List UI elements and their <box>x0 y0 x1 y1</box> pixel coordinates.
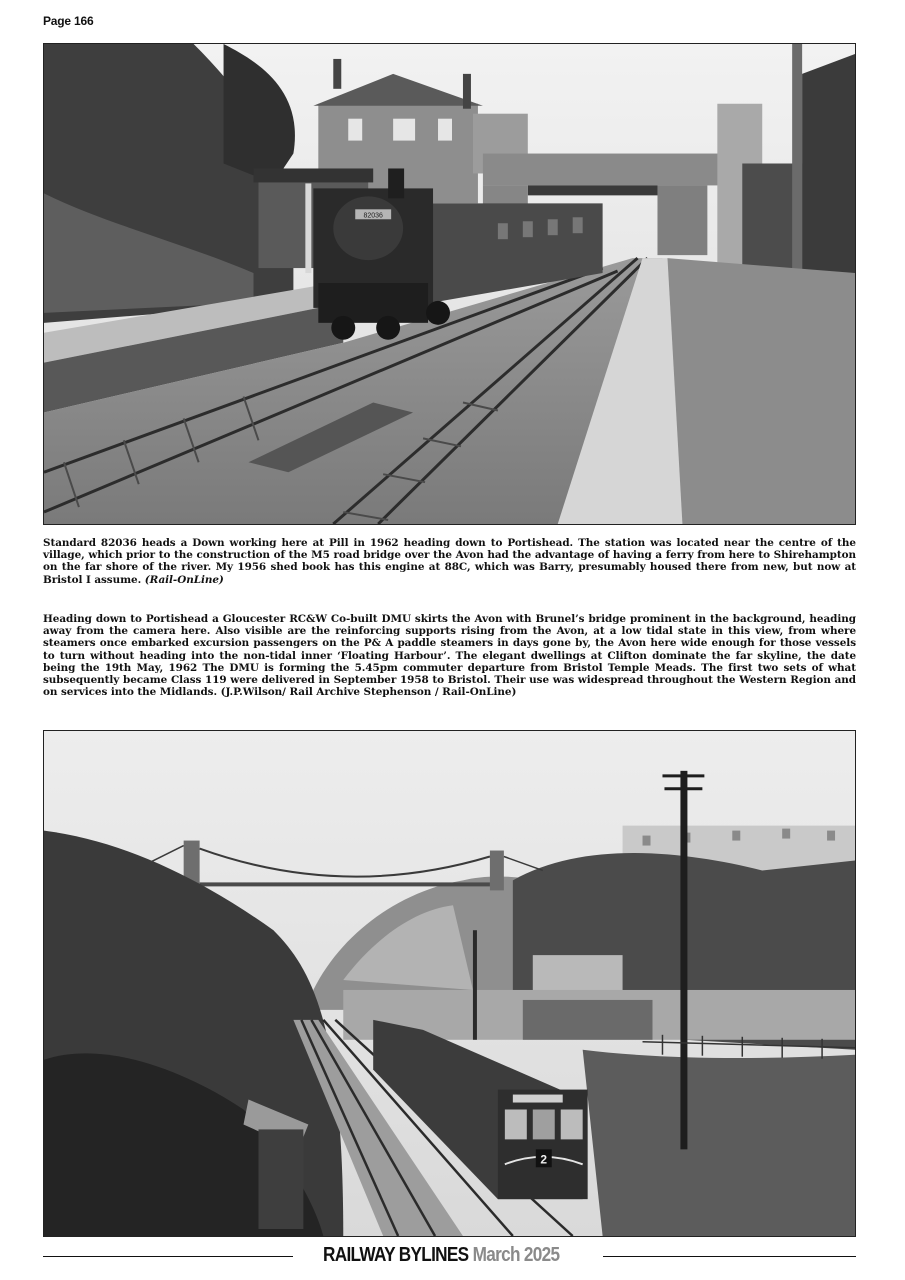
footer-rule-right <box>603 1256 856 1257</box>
caption-pill-station <box>43 537 856 586</box>
magazine-name: RAILWAY BYLINES <box>323 1244 469 1266</box>
photo-credit: (Rail-OnLine) <box>144 573 224 586</box>
footer-rule-left <box>43 1256 293 1257</box>
caption-dmu-avon <box>43 613 856 698</box>
footer-title <box>323 1244 559 1267</box>
caption-text: Standard 82036 heads a Down working here at Pill in 1962 heading down to Portishead. The station was located near the centre of the village, which prior to the construction of the M5 road bridge over the Avon had the advantage of having a ferry from here to Shirehampton on the far shore of the river. My 1956 shed book has this engine at 88C, which was Barry, presumably housed there from new, but now at Bristol I assume. <box>43 537 856 586</box>
photo-dmu-clifton-bridge <box>43 730 856 1237</box>
caption-text: Heading down to Portishead a Gloucester RC&W Co-built DMU skirts the Avon with Brunel’s bridge prominent in the background, heading away from the camera here. Also visible are the reinforcing supports rising from the Avon, at a low tidal state in this view, from where steamers once embarked excursion passengers on the P& A paddle steamers in days gone by, the Avon here wide enough for those vessels to turn without heading into the non-tidal inner ‘Floating Harbour’. The elegant dwellings at Clifton dominate the far skyline, the date being the 19th May, 1962 The DMU is forming the 5.45pm commuter departure from Bristol Temple Meads. The first two sets of what subsequently became Class 119 were delivered in September 1958 to Bristol. Their use was widespread throughout the Western Region and on services into the Midlands. (J.P.Wilson/ Rail Archive Stephenson / Rail-OnLine) <box>43 613 856 699</box>
page-footer <box>43 1244 856 1268</box>
loco-number-plate: 82036 <box>363 212 383 220</box>
page-number: Page 166 <box>43 14 94 28</box>
magazine-issue: March 2025 <box>472 1244 560 1266</box>
photo-pill-station-82036 <box>43 43 856 525</box>
dmu-headcode: 2 <box>540 1152 548 1167</box>
